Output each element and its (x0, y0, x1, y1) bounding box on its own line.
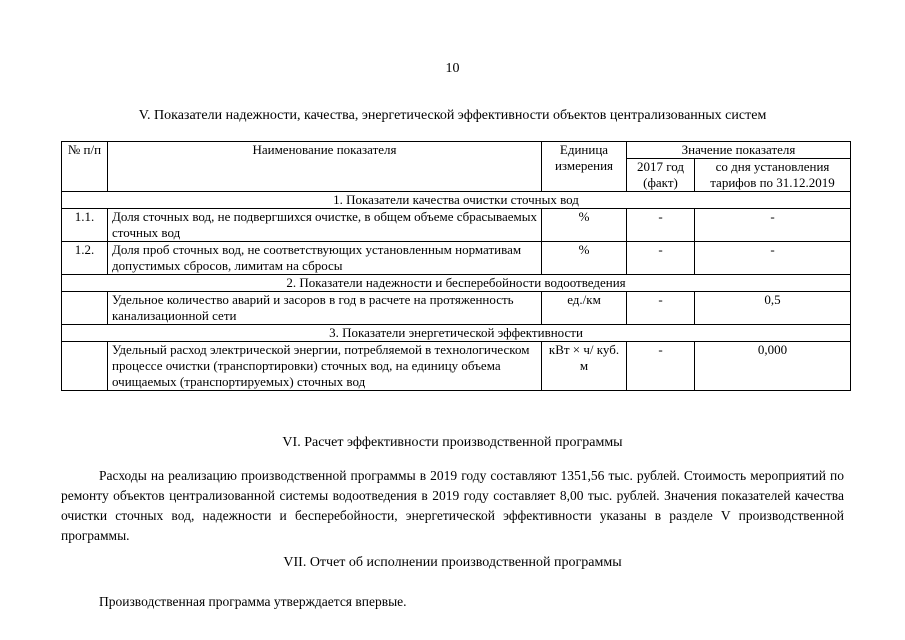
header-value-2017: 2017 год (факт) (627, 159, 695, 192)
group-row (62, 325, 851, 342)
row-num: 1.1. (62, 209, 108, 242)
row-value-tariff: - (695, 209, 851, 242)
indicators-table (61, 141, 851, 391)
row-num (62, 342, 108, 391)
row-value-2017: - (627, 292, 695, 325)
row-unit: % (542, 242, 627, 275)
row-value-2017: - (627, 342, 695, 391)
table-header-row (62, 142, 851, 159)
row-name: Доля проб сточных вод, не соответствующих установленным нормативам допустимых сбросов, лимитам на сбросы (108, 242, 542, 275)
section-6-paragraph: Расходы на реализацию производственной программы в 2019 году составляют 1351,56 тыс. рублей. Стоимость мероприятий по ремонту объектов централизованной системы водоотведения в 2019 году составляет 8,00 тыс. рублей. Значения показателей качества очистки сточных вод, надежности и бесперебойности, энергетической эффективности указаны в разделе V производственной программы. (61, 468, 844, 543)
table-row (62, 342, 851, 391)
group-row (62, 275, 851, 292)
row-unit: кВт × ч/ куб. м (542, 342, 627, 391)
header-num: № п/п (62, 142, 108, 192)
row-name: Удельный расход электрической энергии, потребляемой в технологическом процессе очистки (транспортировки) сточных вод, на единицу объема очищаемых (транспортируемых) сточных вод (108, 342, 542, 391)
table-row (62, 209, 851, 242)
group-title: 1. Показатели качества очистки сточных вод (62, 192, 851, 209)
header-value-tariff: со дня установления тарифов по 31.12.2019 (695, 159, 851, 192)
section-6-title: VI. Расчет эффективности производственной программы (282, 435, 623, 450)
section-5-title: V. Показатели надежности, качества, энергетической эффективности объектов централизованных систем (138, 108, 767, 123)
group-title: 3. Показатели энергетической эффективности (62, 325, 851, 342)
header-name: Наименование показателя (108, 142, 542, 192)
table-row (62, 292, 851, 325)
row-num: 1.2. (62, 242, 108, 275)
header-value: Значение показателя (627, 142, 851, 159)
page-number: 10 (445, 61, 460, 76)
row-value-tariff: 0,000 (695, 342, 851, 391)
row-name: Доля сточных вод, не подвергшихся очистке, в общем объеме сбрасываемых сточных вод (108, 209, 542, 242)
section-7-title: VII. Отчет об исполнении производственной программы (283, 555, 622, 570)
table-row (62, 242, 851, 275)
section-7-paragraph: Производственная программа утверждается впервые. (99, 594, 407, 609)
row-num (62, 292, 108, 325)
row-value-tariff: - (695, 242, 851, 275)
row-value-tariff: 0,5 (695, 292, 851, 325)
row-unit: % (542, 209, 627, 242)
row-name: Удельное количество аварий и засоров в год в расчете на протяженность канализационной сети (108, 292, 542, 325)
group-title: 2. Показатели надежности и бесперебойности водоотведения (62, 275, 851, 292)
row-value-2017: - (627, 209, 695, 242)
group-row (62, 192, 851, 209)
row-value-2017: - (627, 242, 695, 275)
header-unit: Единица измерения (542, 142, 627, 192)
row-unit: ед./км (542, 292, 627, 325)
